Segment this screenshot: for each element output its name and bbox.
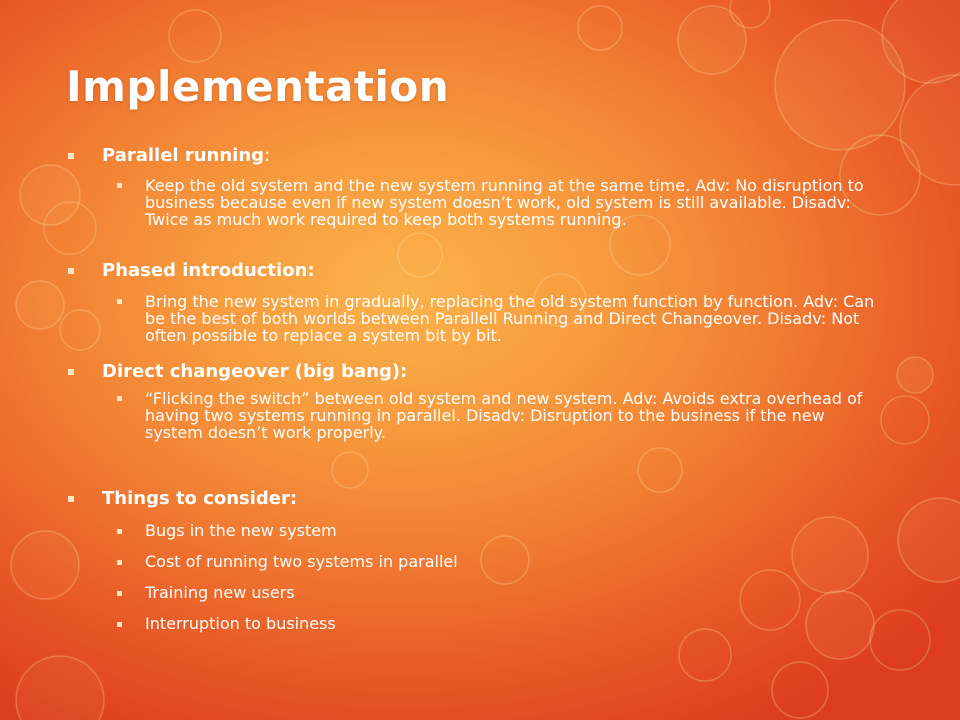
slide-title: Implementation [66,62,450,111]
section-heading-text: Parallel running [102,145,265,166]
section-heading-things-to-consider: Things to consider: [102,488,298,509]
bullet-square-icon [117,299,122,304]
section-heading-direct-changeover: Direct changeover (big bang): [102,361,408,382]
bullet-square-icon [68,496,74,502]
consider-item: Interruption to business [145,614,336,633]
section-heading-parallel-running [102,145,270,166]
section-heading-phased-introduction: Phased introduction: [102,260,315,281]
bullet-square-icon [68,268,74,274]
consider-item: Cost of running two systems in parallel [145,552,458,571]
bullet-square-icon [68,369,74,375]
section-item-text: Bring the new system in gradually, replacing the old system function by function. Adv: Can be the best of both worlds between Parallell Running and Direct Changeover. Disadv: Not often possible to replace a system bit by bit. [145,292,875,345]
bullet-square-icon [117,560,122,565]
bullet-square-icon [117,396,122,401]
consider-item: Bugs in the new system [145,521,337,540]
section-item-text: “Flicking the switch” between old system and new system. Adv: Avoids extra overhead of having two systems running in parallel. Disadv: Disruption to the business if the new system doesn’t work properly. [145,389,863,442]
section-heading-suffix: : [264,145,271,166]
bullet-square-icon [117,591,122,596]
section-item-text: Keep the old system and the new system running at the same time. Adv: No disruption to business because even if new system doesn’t work, old system is still available. Disadv: Twice as much work required to keep both systems running. [145,176,864,229]
bullet-square-icon [68,153,74,159]
consider-item: Training new users [145,583,295,602]
bullet-square-icon [117,622,122,627]
bullet-square-icon [117,529,122,534]
bullet-square-icon [117,183,122,188]
